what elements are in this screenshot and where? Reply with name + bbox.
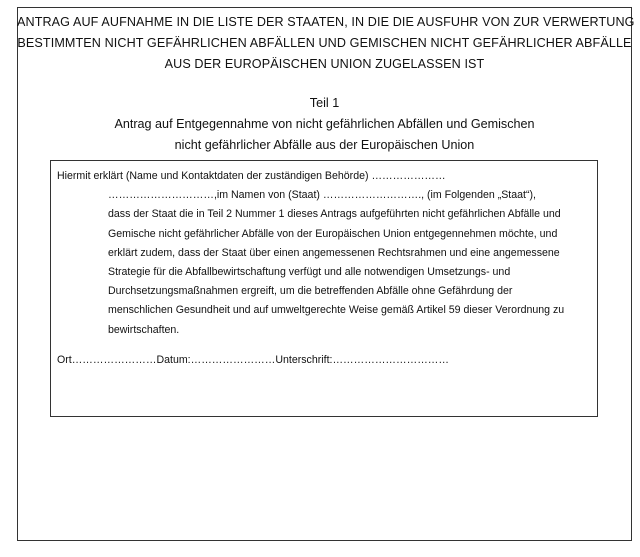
signature-fields: Ort……………………Datum:……………………Unterschrift:…………………………… (57, 354, 449, 366)
declaration-line: erklärt zudem, dass der Staat über einen angemessenen Rechtsrahmen und eine angemessene (108, 246, 560, 259)
declaration-line: Durchsetzungsmaßnahmen ergreift, um die betreffenden Abfälle ohne Gefährdung der (108, 285, 513, 298)
part-title-line: nicht gefährlicher Abfälle aus der Europäischen Union (174, 138, 475, 152)
declaration-text (57, 167, 587, 340)
part-title-line: Antrag auf Entgegennahme von nicht gefährlichen Abfällen und Gemischen (114, 117, 535, 131)
part-label: Teil 1 (309, 96, 340, 110)
declaration-line: Hiermit erklärt (Name und Kontaktdaten der zuständigen Behörde) ………………… (57, 170, 446, 182)
declaration-line: …………………………,im Namen von (Staat) ………………………., (im Folgenden „Staat“), (108, 189, 536, 202)
declaration-line: menschlichen Gesundheit und auf umweltgerechte Weise gemäß Artikel 59 dieser Verordnung zu (108, 304, 565, 317)
title-line: BESTIMMTEN NICHT GEFÄHRLICHEN ABFÄLLEN UND GEMISCHEN NICHT GEFÄHRLICHER ABFÄLLE (17, 36, 632, 50)
declaration-line: dass der Staat die in Teil 2 Nummer 1 dieses Antrags aufgeführten nicht gefährlichen Abfälle und (108, 208, 561, 221)
declaration-line: Gemische nicht gefährlicher Abfälle von der Europäischen Union entgegennehmen möchte, und (108, 227, 558, 240)
title-line: ANTRAG AUF AUFNAHME IN DIE LISTE DER STAATEN, IN DIE DIE AUSFUHR VON ZUR VERWERTUNG (17, 15, 635, 29)
declaration-line: bewirtschaften. (108, 323, 180, 336)
title-line: AUS DER EUROPÄISCHEN UNION ZUGELASSEN IST (164, 57, 485, 71)
part-heading (17, 93, 632, 156)
document-title (17, 12, 635, 75)
declaration-line: Strategie für die Abfallbewirtschaftung verfügt und alle notwendigen Umsetzungs- und (108, 266, 511, 279)
